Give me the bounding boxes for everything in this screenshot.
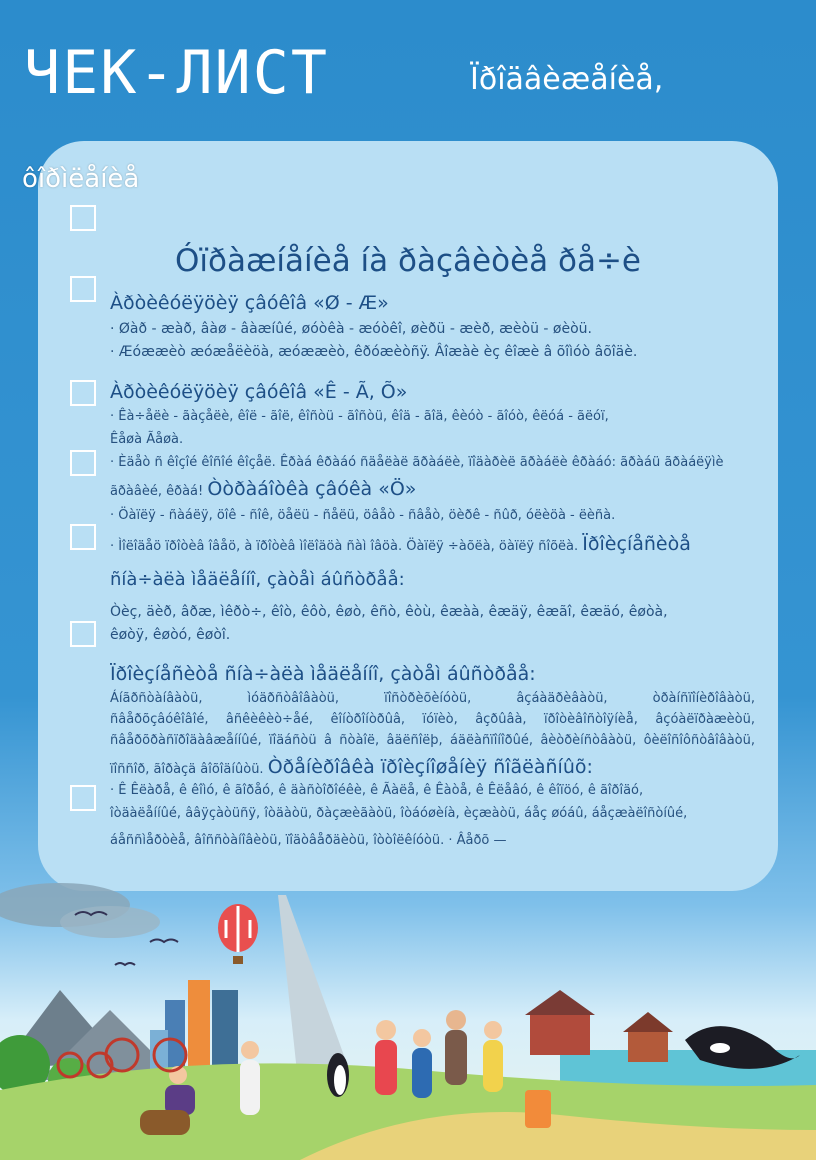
section-line: · Ê Êëàðå, ê êîìó, ê ãîðåó, ê äàñòîðîéêè, ê Ãàëå, ê Êàòå, ê Êëåâó, ê êîïöó, ê ãîðîäó, — [110, 783, 644, 798]
section-line-text: ãðàâèé, êðàá! — [110, 484, 204, 499]
city-illustration — [0, 880, 816, 1160]
section-line — [110, 533, 691, 555]
section-line: ñâåðõðàñïðîäàâæåííûé, ïîäáñòü â ñòàîë, âäëñîëþ, áäëàñïîíîðûé, âèòðèíñòâàòü, ôèëîñîôñòâîâàòü, — [110, 733, 755, 748]
house-roof — [525, 990, 595, 1015]
section-line: êøòÿ, êøòó, êøòî. — [110, 627, 231, 643]
section-line: Òèç, äèð, âðæ, ìêðò÷, êîò, êôò, êøò, êñò, êòù, êæàà, êæäÿ, êæãî, êæäó, êøòà, — [110, 604, 668, 620]
page-subtitle-line2: ôîðìëåíèå — [22, 164, 140, 194]
page-title: ЧЕК-ЛИСТ — [24, 38, 329, 108]
section-line: · Æóææèò æóæåëèöà, æóææèò, êðóæèòñÿ. Âîæàè èç êîæè â õîìóò âõîäè. — [110, 344, 638, 360]
checkbox-7[interactable] — [70, 785, 96, 811]
section-line: Áíãðñòàíâàòü, ìóäðñòâîâàòü, ïîñòðèõèíóòü, âçáàäðèâàòü, òðàíñïîíèðîâàòü, — [110, 691, 755, 706]
house-roof — [623, 1012, 673, 1032]
house — [628, 1032, 668, 1062]
checkbox-1[interactable] — [70, 205, 96, 231]
section-line: áåññìåðòèå, âîññòàíîâèòü, ïîäòâåðäèòü, îòòîëêíóòü. · Âåðõ — — [110, 833, 507, 848]
checkbox-4[interactable] — [70, 450, 96, 476]
section-title-consonants: Òðåíèðîâêà ïðîèçíîøåíèÿ ñîãëàñíûõ: — [267, 756, 593, 778]
house — [530, 1015, 590, 1055]
section-line: Êåøà Ãåøà. — [110, 432, 184, 447]
section-line: îòäàëåííûé, ââÿçàòüñÿ, îòäàòü, ðàçæèãàòü, îòáóøèíà, èçæàòü, áåç øóáû, áåçæàëîñòíûé, — [110, 806, 688, 821]
section-line — [110, 756, 593, 778]
bird-icon — [115, 963, 135, 965]
orca-patch — [710, 1043, 730, 1053]
page-subtitle-line1: Ïðîäâèæåíèå, — [470, 62, 664, 97]
checkbox-6[interactable] — [70, 621, 96, 647]
section-line: · Öàïëÿ - ñàáëÿ, öîê - ñîê, öåëü - ñåëü, öâåò - ñâåò, öèðê - ñûð, óëèöà - ëèñà. — [110, 508, 616, 523]
section-title-ts: Òòðàáîòêà çâóêà «Ö» — [207, 478, 417, 500]
checkbox-5[interactable] — [70, 524, 96, 550]
card-heading: Óïðàæíåíèå íà ðàçâèòèå ðå÷è — [175, 243, 641, 279]
section-subtitle: ñíà÷àëà ìåäëåííî, çàòåì áûñòðåå: — [110, 569, 405, 590]
section-line-text: · Ìîëîäåö ïðîòèâ îâåö, à ïðîòèâ ìîëîäöà ñàì îâöà. Öàïëÿ ÷àõëà, öàïëÿ ñîõëà. — [110, 539, 579, 554]
penguin-belly — [334, 1065, 346, 1095]
cloud — [60, 906, 160, 938]
section-line — [110, 478, 416, 500]
balloon-basket — [233, 956, 243, 964]
section-line: · Èäåò ñ êîçîé êîñîé êîçåë. Êðàá êðàáó ñäåëàë ãðàáëè, ïîäàðèë ãðàáëè êðàáó: ãðàáü ãðàáëÿìè — [110, 455, 724, 470]
section-line: · Êà÷åëè - ãàçåëè, êîë - ãîë, êîñòü - ãîñòü, êîä - ãîä, êèóò - ãîóò, êëóá - ãëóï, — [110, 409, 609, 424]
section-line: ñâåðõçâóêîâîé, âñêèêèò÷åé, êîíòðîíòðûâ, ïóïèò, âçðûâà, ïðîòèâîñòîÿíèå, âçóàëïðàæèòü, — [110, 712, 755, 727]
section-line: · Øàð - æàð, âàø - âàæíûé, øóòêà - æóòêî, øèðü - æèð, æèòü - øèòü. — [110, 321, 593, 337]
section-line-text: ïîññîð, ãîðàçä âîõîäíûòü. — [110, 762, 264, 777]
checkbox-2[interactable] — [70, 276, 96, 302]
section-title-pronounce-fast: Ïðîèçíåñèòå ñíà÷àëà ìåäëåííî, çàòåì áûñòðåå: — [110, 663, 536, 685]
section-title-k-g-h: Àðòèêóëÿöèÿ çâóêîâ «Ê - Ã, Õ» — [110, 381, 408, 403]
section-title-pronounce: Ïðîèçíåñèòå — [582, 533, 691, 555]
bird-icon — [150, 940, 178, 943]
section-title-sh-zh: Àðòèêóëÿöèÿ çâóêîâ «Ø - Æ» — [110, 292, 389, 314]
checkbox-3[interactable] — [70, 380, 96, 406]
